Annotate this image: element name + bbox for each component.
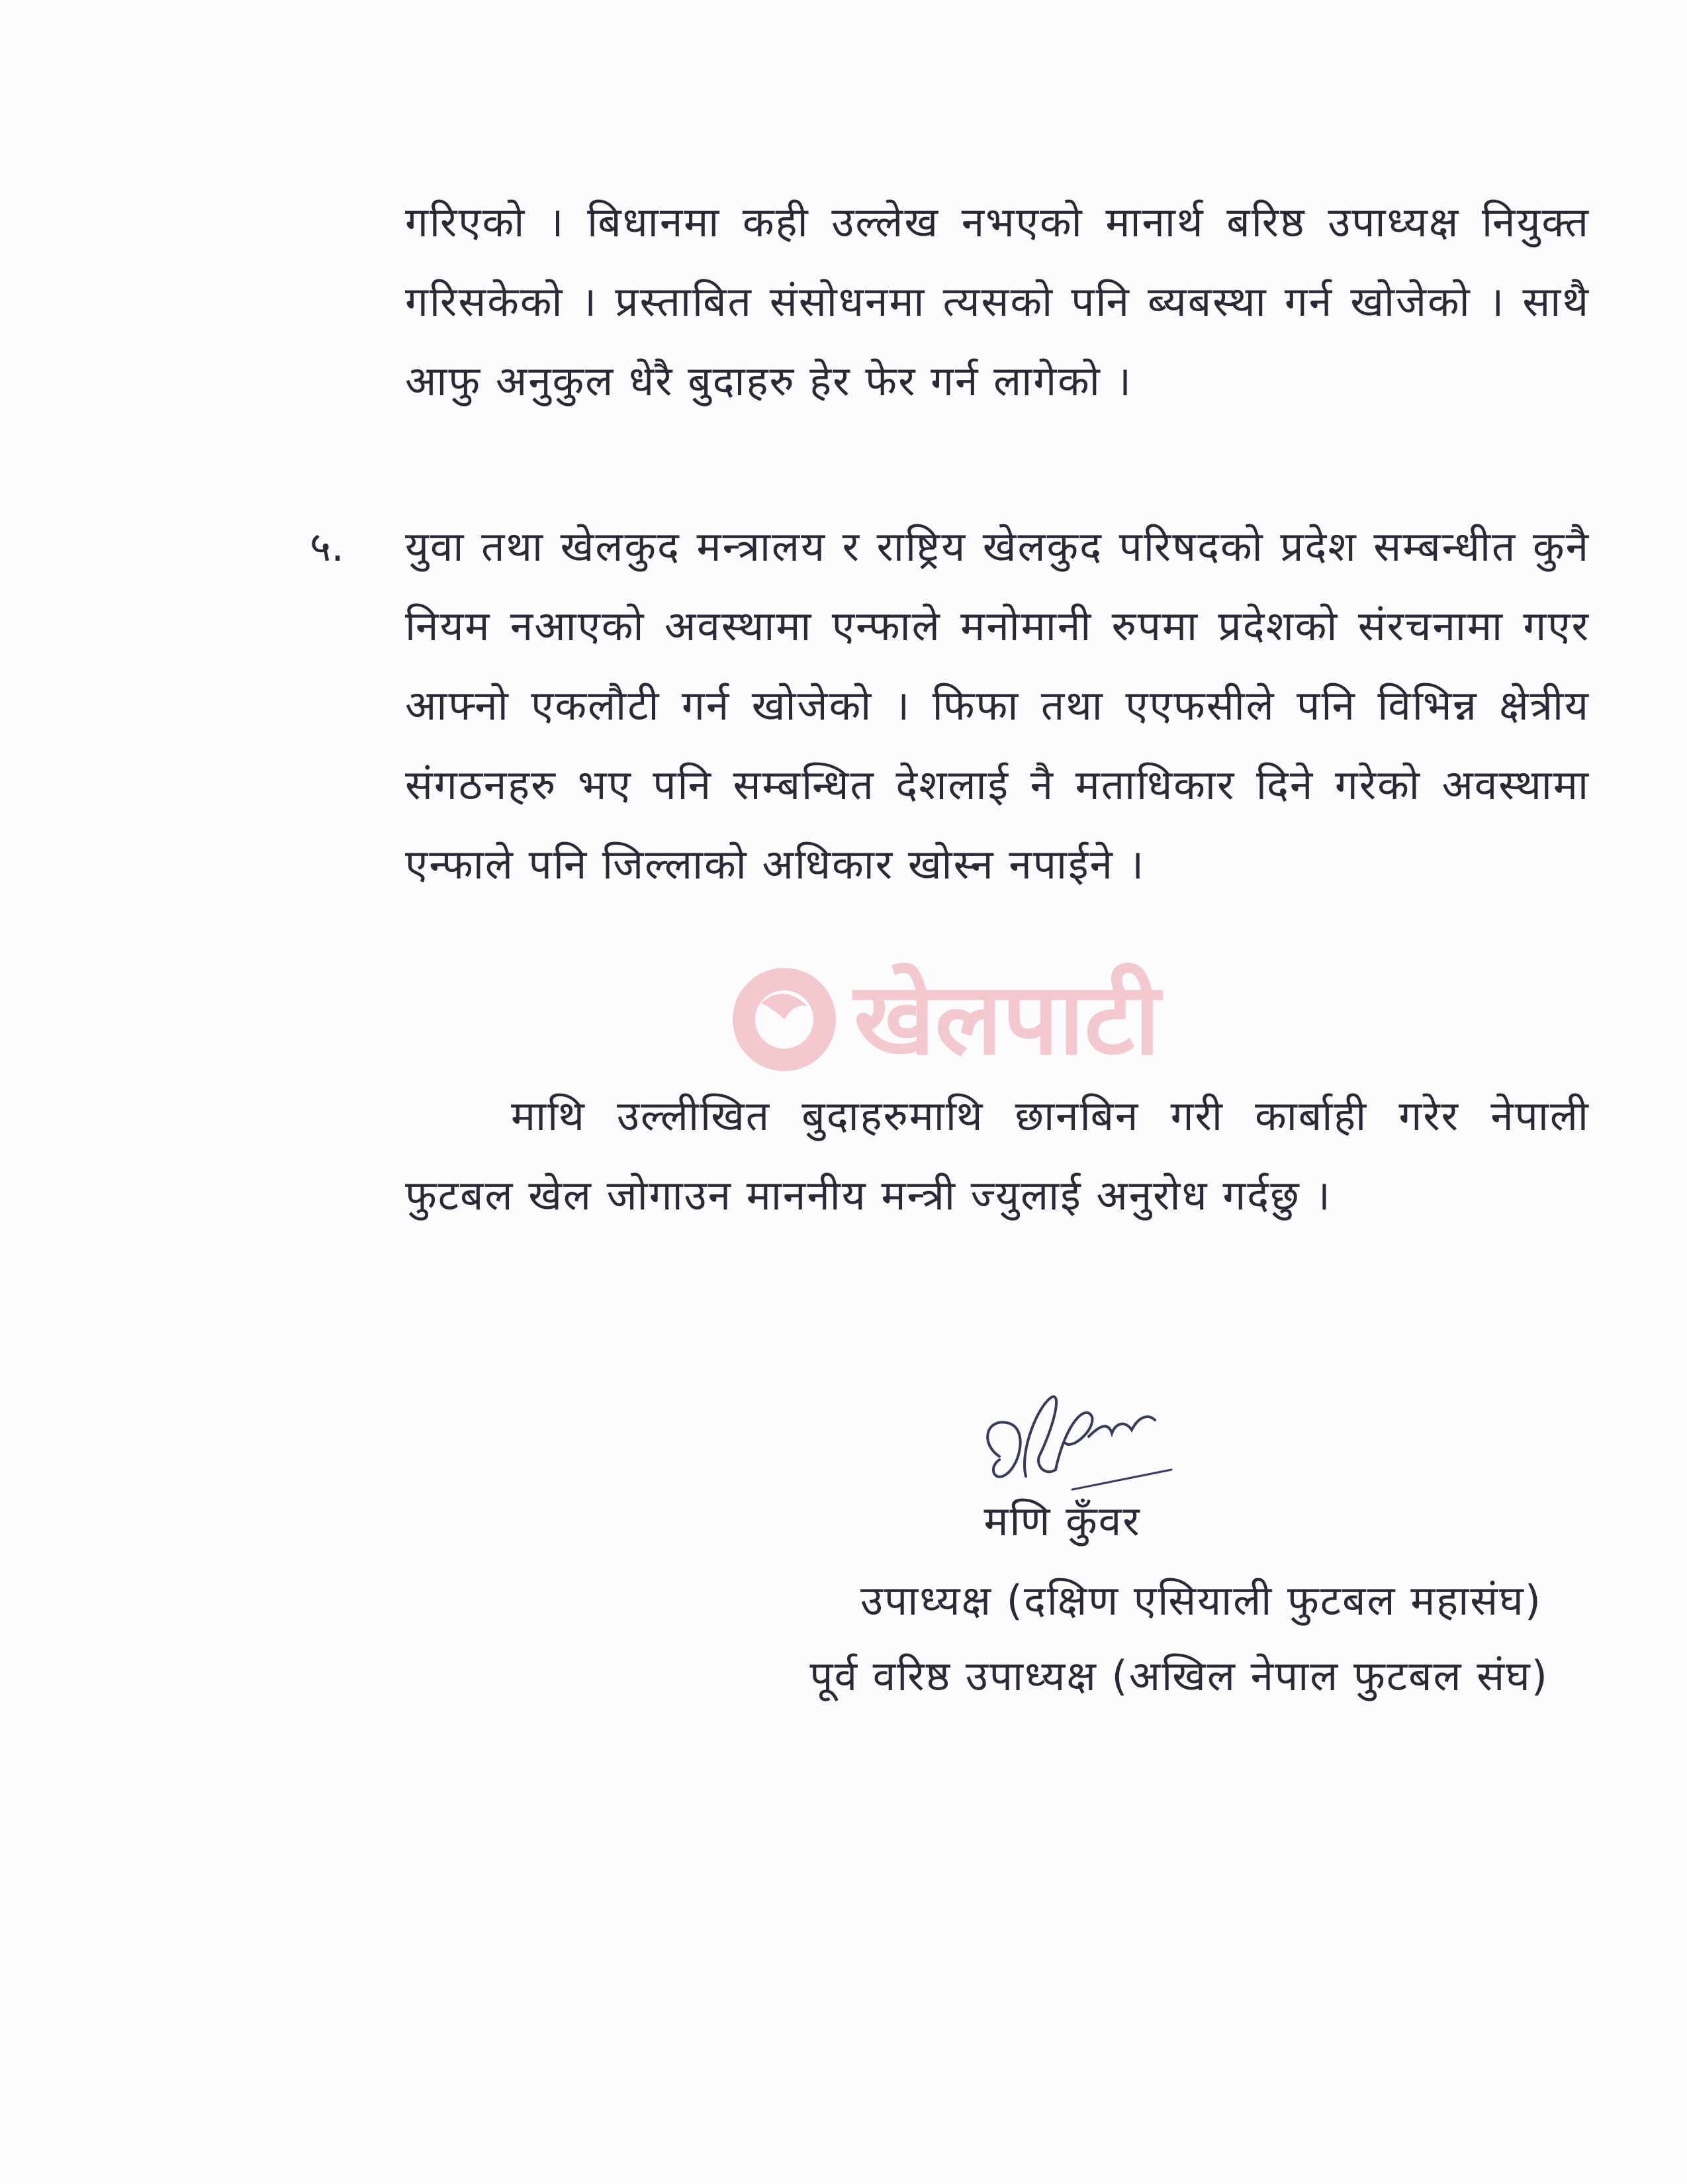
khelpati-watermark — [721, 953, 1224, 1086]
point-number: ५. — [310, 522, 344, 571]
point-5-paragraph: युवा तथा खेलकुद मन्त्रालय र राष्ट्रिय खेलकुद परिषदको प्रदेश सम्बन्धीत कुनै नियम नआएको अवस्थामा एन्फाले मनोमानी रुपमा प्रदेशको संरचनामा गएर आफ्नो एकलौटी गर्न खोजेको । फिफा तथा एएफसीले पनि विभिन्न क्षेत्रीय संगठनहरु भए पनि सम्बन्धित देशलाई नै मताधिकार दिने गरेको अवस्थामा एन्फाले पनि जिल्लाको अधिकार खोस्न नपाईने । — [405, 522, 1590, 888]
continued-paragraph: गरिएको । बिधानमा कही उल्लेख नभएको मानार्थ बरिष्ठ उपाध्यक्ष नियुक्त गरिसकेको । प्रस्ताबित संसोधनमा त्यसको पनि ब्यबस्था गर्न खोजेको । साथै आफु अनुकुल धेरै बुदाहरु हेर फेर गर्न लागेको । — [405, 198, 1590, 405]
signatory-name: मणि कुँवर — [983, 1497, 1141, 1545]
signatory-title-2: पूर्व वरिष्ठ उपाध्यक्ष (अखिल नेपाल फुटबल संघ) — [809, 1652, 1549, 1700]
watermark-logo-icon — [721, 957, 847, 1082]
signatory-title-1: उपाध्यक्ष (दक्षिण एसियाली फुटबल महासंघ) — [860, 1576, 1542, 1625]
watermark-text: खेलपाटी — [854, 962, 1160, 1077]
closing-paragraph: माथि उल्लीखित बुदाहरुमाथि छानबिन गरी कार्बाही गरेर नेपाली फुटबल खेल जोगाउन माननीय मन्त्री ज्युलाई अनुरोध गर्दछु । — [405, 1092, 1590, 1219]
